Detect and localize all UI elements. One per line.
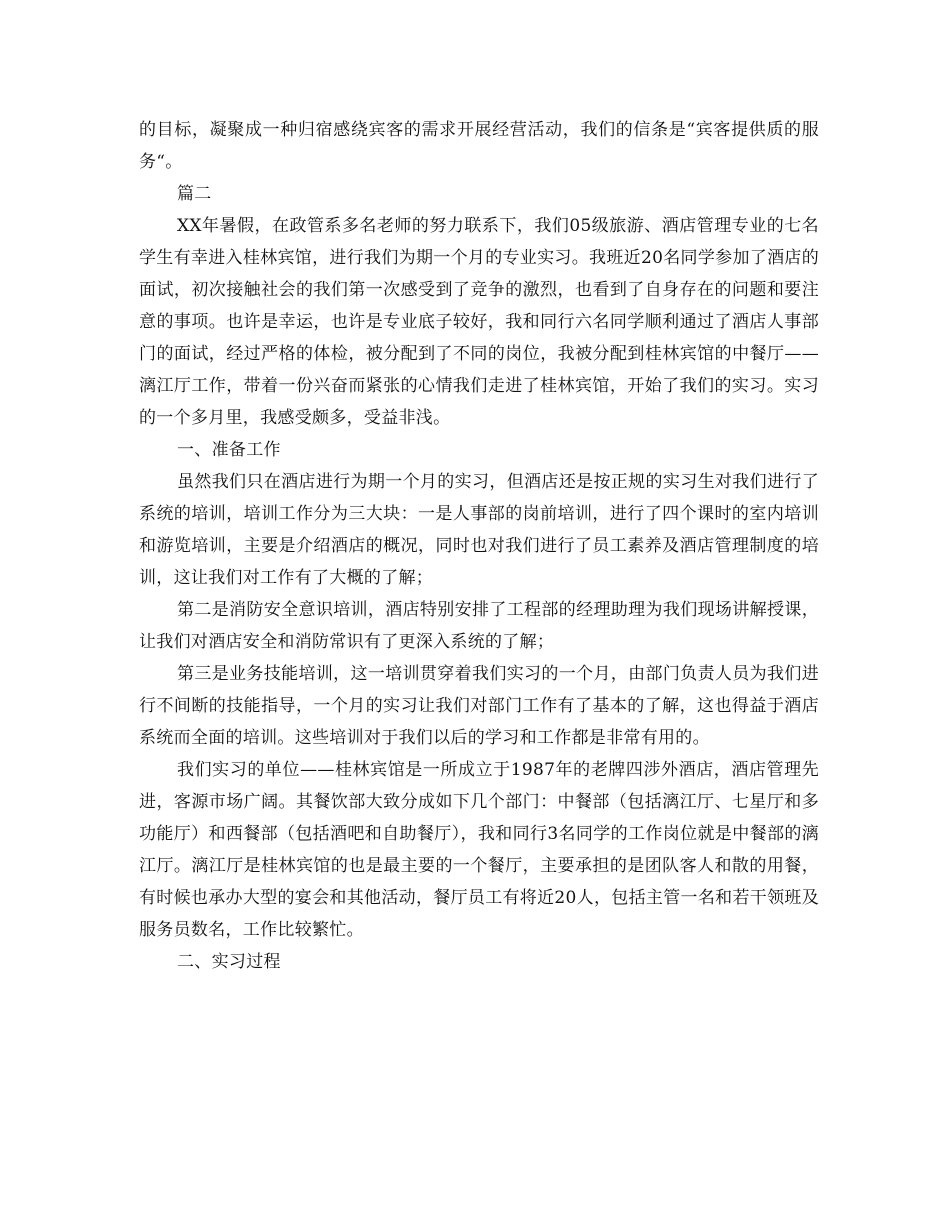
paragraph-skills-training: 第三是业务技能培训，这一培训贯穿着我们实习的一个月，由部门负责人员为我们进行不间断的技能指导，一个月的实习让我们对部门工作有了基本的了解，这也得益于酒店系统而全面的培训。这些培训对于我们以后的学习和工作都是非常有用的。 bbox=[139, 664, 819, 748]
section-heading-internship-process: 二、实习过程 bbox=[177, 952, 281, 972]
paragraph-training-overview: 虽然我们只在酒店进行为期一个月的实习，但酒店还是按正规的实习生对我们进行了系统的培训，培训工作分为三大块：一是人事部的岗前培训，进行了四个课时的室内培训和游览培训，主要是介绍酒店的概况，同时也对我们进行了员工素养及酒店管理制度的培训，这让我们对工作有了大概的了解； bbox=[139, 472, 819, 588]
document-body bbox=[139, 114, 819, 978]
paragraph-fire-safety: 第二是消防安全意识培训，酒店特别安排了工程部的经理助理为我们现场讲解授课，让我们对酒店安全和消防常识有了更深入系统的了解； bbox=[139, 600, 819, 652]
paragraph-continuation: 的目标，凝聚成一种归宿感绕宾客的需求开展经营活动，我们的信条是“宾客提供质的服务“。 bbox=[139, 120, 819, 172]
paragraph-hotel-description: 我们实习的单位——桂林宾馆是一所成立于1987年的老牌四涉外酒店，酒店管理先进，客源市场广阔。其餐饮部大致分成如下几个部门：中餐部（包括漓江厅、七星厅和多功能厅）和西餐部（包括酒吧和自助餐厅），我和同行3名同学的工作岗位就是中餐部的漓江厅。漓江厅是桂林宾馆的也是最主要的一个餐厅，主要承担的是团队客人和散的用餐，有时候也承办大型的宴会和其他活动，餐厅员工有将近20人，包括主管一名和若干领班及服务员数名，工作比较繁忙。 bbox=[139, 760, 819, 940]
section-heading-preparation: 一、准备工作 bbox=[177, 440, 281, 460]
paragraph-intro: XX年暑假，在政管系多名老师的努力联系下，我们05级旅游、酒店管理专业的七名学生有幸进入桂林宾馆，进行我们为期一个月的专业实习。我班近20名同学参加了酒店的面试，初次接触社会的我们第一次感受到了竞争的激烈，也看到了自身存在的问题和要注意的事项。也许是幸运，也许是专业底子较好，我和同行六名同学顺利通过了酒店人事部门的面试，经过严格的体检，被分配到了不同的岗位，我被分配到桂林宾馆的中餐厅——漓江厅工作，带着一份兴奋而紧张的心情我们走进了桂林宾馆，开始了我们的实习。实习的一个多月里，我感受颇多，受益非浅。 bbox=[139, 216, 819, 428]
section-heading-part-two: 篇二 bbox=[177, 184, 212, 204]
